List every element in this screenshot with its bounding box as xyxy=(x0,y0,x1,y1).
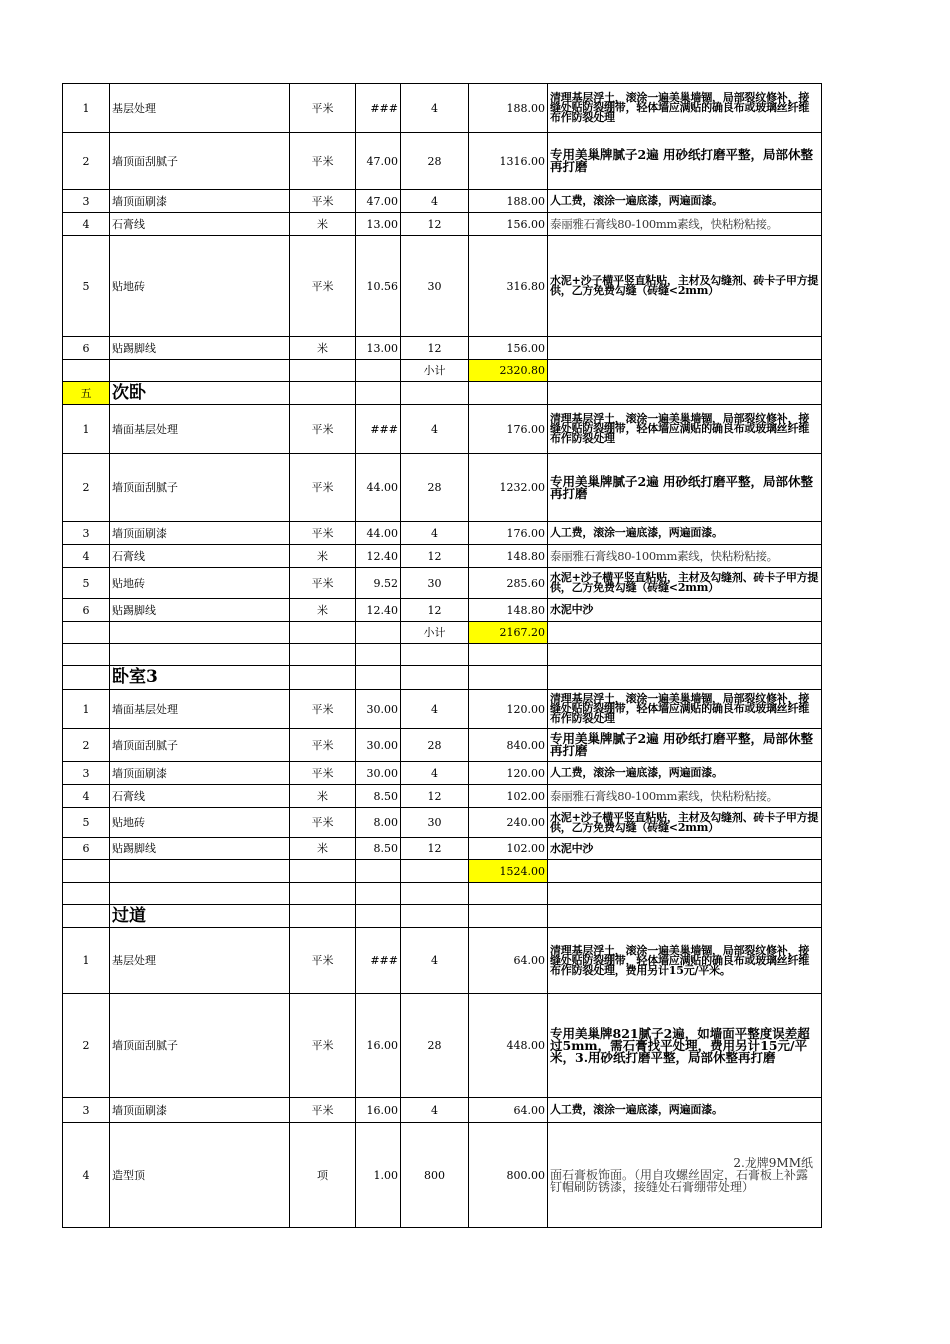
item-qty: ### xyxy=(356,405,401,454)
item-unit: 平米 xyxy=(290,729,356,762)
item-qty: 8.50 xyxy=(356,785,401,808)
table-row xyxy=(63,928,822,994)
item-desc: 人工费，滚涂一遍底漆，两遍面漆。 xyxy=(548,522,822,545)
item-no: 1 xyxy=(63,405,110,454)
item-amount: 148.80 xyxy=(469,599,548,622)
item-desc: 人工费，滚涂一遍底漆，两遍面漆。 xyxy=(548,762,822,785)
item-no: 1 xyxy=(63,690,110,729)
item-price: 28 xyxy=(401,133,469,190)
item-name: 基层处理 xyxy=(110,928,290,994)
item-name: 墙顶面刮腻子 xyxy=(110,454,290,522)
item-qty: 8.50 xyxy=(356,838,401,860)
section-title: 次卧 xyxy=(110,382,290,405)
item-amount: 120.00 xyxy=(469,762,548,785)
item-no: 4 xyxy=(63,785,110,808)
item-no: 5 xyxy=(63,236,110,337)
item-desc: 清理基层浮土，滚涂一遍美巢墙锢，局部裂纹修补，接缝处贴防裂绷带，轻体墙应满贴的确良布或玻璃丝纤维布作防裂处理 xyxy=(548,405,822,454)
table-row xyxy=(63,838,822,860)
item-desc: 专用美巢牌腻子2遍 用砂纸打磨平整，局部休整再打磨 xyxy=(548,729,822,762)
item-desc: 泰丽雅石膏线80-100mm素线，快粘粉粘接。 xyxy=(548,545,822,568)
item-unit: 平米 xyxy=(290,236,356,337)
item-amount: 120.00 xyxy=(469,690,548,729)
item-qty: ### xyxy=(356,84,401,133)
section-title: 过道 xyxy=(110,905,290,928)
item-desc: 人工费，滚涂一遍底漆，两遍面漆。 xyxy=(548,1098,822,1123)
item-no: 3 xyxy=(63,1098,110,1123)
item-price: 12 xyxy=(401,213,469,236)
table-row xyxy=(63,599,822,622)
item-desc xyxy=(548,337,822,360)
table-row xyxy=(63,405,822,454)
item-desc-body: 面石膏板饰面。（用自攻螺丝固定，石膏板上补露钉帽刷防锈漆，接缝处石膏绷带处理） xyxy=(550,1168,809,1194)
item-amount: 176.00 xyxy=(469,405,548,454)
section-number xyxy=(63,905,110,928)
item-unit: 米 xyxy=(290,545,356,568)
item-unit: 平米 xyxy=(290,568,356,599)
table-row xyxy=(63,522,822,545)
item-name: 贴踢脚线 xyxy=(110,337,290,360)
item-name: 墙顶面刮腻子 xyxy=(110,729,290,762)
item-no: 3 xyxy=(63,190,110,213)
empty-row xyxy=(63,883,822,905)
item-desc: 水泥中沙 xyxy=(548,838,822,860)
item-no: 4 xyxy=(63,213,110,236)
item-qty: 47.00 xyxy=(356,190,401,213)
item-amount: 148.80 xyxy=(469,545,548,568)
item-qty: 10.56 xyxy=(356,236,401,337)
item-price: 28 xyxy=(401,994,469,1098)
item-price: 12 xyxy=(401,785,469,808)
table-row xyxy=(63,1098,822,1123)
item-price: 800 xyxy=(401,1123,469,1228)
item-no: 2 xyxy=(63,133,110,190)
item-desc: 专用美巢牌腻子2遍 用砂纸打磨平整，局部休整再打磨 xyxy=(548,133,822,190)
item-price: 30 xyxy=(401,808,469,838)
item-unit: 平米 xyxy=(290,405,356,454)
item-price: 28 xyxy=(401,454,469,522)
item-amount: 156.00 xyxy=(469,213,548,236)
item-qty: 9.52 xyxy=(356,568,401,599)
item-desc-line1: 2.龙牌9MM纸 xyxy=(733,1156,813,1170)
item-desc: 泰丽雅石膏线80-100mm素线，快粘粉粘接。 xyxy=(548,785,822,808)
subtotal-row xyxy=(63,860,822,883)
subtotal-row xyxy=(63,622,822,644)
item-desc: 清理基层浮土，滚涂一遍美巢墙锢，局部裂纹修补，接缝处贴防裂绷带，轻体墙应满贴的确良布或玻璃丝纤维布作防裂处理 xyxy=(548,84,822,133)
item-amount: 316.80 xyxy=(469,236,548,337)
item-price: 12 xyxy=(401,599,469,622)
item-price: 30 xyxy=(401,236,469,337)
section-title: 卧室3 xyxy=(110,666,290,690)
item-unit: 项 xyxy=(290,1123,356,1228)
item-desc: 水泥+沙子横平竖直粘贴，主材及勾缝剂、砖卡子甲方提供，乙方免费勾缝（砖缝<2mm） xyxy=(548,568,822,599)
item-name: 墙面基层处理 xyxy=(110,690,290,729)
item-price: 28 xyxy=(401,729,469,762)
item-amount: 188.00 xyxy=(469,84,548,133)
subtotal-row xyxy=(63,360,822,382)
quote-table xyxy=(62,83,822,1228)
item-qty: 30.00 xyxy=(356,762,401,785)
item-amount: 800.00 xyxy=(469,1123,548,1228)
item-name: 墙顶面刷漆 xyxy=(110,1098,290,1123)
item-unit: 米 xyxy=(290,213,356,236)
section-header xyxy=(63,382,822,405)
item-price: 12 xyxy=(401,545,469,568)
item-amount: 1232.00 xyxy=(469,454,548,522)
item-desc: 水泥+沙子横平竖直粘贴，主材及勾缝剂、砖卡子甲方提供，乙方免费勾缝（砖缝<2mm） xyxy=(548,236,822,337)
item-no: 3 xyxy=(63,522,110,545)
item-no: 4 xyxy=(63,545,110,568)
item-desc: 人工费，滚涂一遍底漆，两遍面漆。 xyxy=(548,190,822,213)
item-qty: 13.00 xyxy=(356,337,401,360)
item-desc: 清理基层浮土，滚涂一遍美巢墙锢，局部裂纹修补，接缝处贴防裂绷带，轻体墙应满贴的确良布或玻璃丝纤维布作防裂处理 xyxy=(548,690,822,729)
table-row xyxy=(63,690,822,729)
item-qty: 12.40 xyxy=(356,599,401,622)
item-amount: 188.00 xyxy=(469,190,548,213)
item-amount: 840.00 xyxy=(469,729,548,762)
item-desc: 专用美巢牌821腻子2遍，如墙面平整度误差超过5mm，需石膏找平处理，费用另计15元/平米，3.用砂纸打磨平整，局部休整再打磨 xyxy=(548,994,822,1098)
item-qty: ### xyxy=(356,928,401,994)
item-name: 墙面基层处理 xyxy=(110,405,290,454)
item-name: 石膏线 xyxy=(110,545,290,568)
item-desc: 专用美巢牌腻子2遍 用砂纸打磨平整，局部休整再打磨 xyxy=(548,454,822,522)
item-no: 1 xyxy=(63,84,110,133)
table-row xyxy=(63,337,822,360)
section-header xyxy=(63,905,822,928)
item-no: 2 xyxy=(63,454,110,522)
item-qty: 47.00 xyxy=(356,133,401,190)
item-name: 基层处理 xyxy=(110,84,290,133)
item-price: 12 xyxy=(401,337,469,360)
item-name: 贴地砖 xyxy=(110,236,290,337)
item-price: 12 xyxy=(401,838,469,860)
item-amount: 64.00 xyxy=(469,928,548,994)
item-no: 2 xyxy=(63,729,110,762)
item-price: 4 xyxy=(401,762,469,785)
item-desc xyxy=(548,1123,822,1228)
item-desc: 水泥+沙子横平竖直粘贴，主材及勾缝剂、砖卡子甲方提供，乙方免费勾缝（砖缝<2mm） xyxy=(548,808,822,838)
item-amount: 240.00 xyxy=(469,808,548,838)
item-qty: 16.00 xyxy=(356,994,401,1098)
item-unit: 平米 xyxy=(290,762,356,785)
table-row xyxy=(63,133,822,190)
item-amount: 448.00 xyxy=(469,994,548,1098)
item-name: 石膏线 xyxy=(110,213,290,236)
item-name: 贴踢脚线 xyxy=(110,838,290,860)
item-name: 石膏线 xyxy=(110,785,290,808)
table-row xyxy=(63,994,822,1098)
table-row xyxy=(63,545,822,568)
item-price: 4 xyxy=(401,928,469,994)
item-price: 30 xyxy=(401,568,469,599)
item-qty: 1.00 xyxy=(356,1123,401,1228)
item-unit: 平米 xyxy=(290,928,356,994)
item-no: 6 xyxy=(63,838,110,860)
item-qty: 30.00 xyxy=(356,690,401,729)
item-price: 4 xyxy=(401,190,469,213)
table-row xyxy=(63,785,822,808)
item-price: 4 xyxy=(401,522,469,545)
table-row xyxy=(63,808,822,838)
table-row xyxy=(63,236,822,337)
item-no: 6 xyxy=(63,337,110,360)
item-unit: 平米 xyxy=(290,454,356,522)
item-price: 4 xyxy=(401,690,469,729)
item-qty: 16.00 xyxy=(356,1098,401,1123)
table-row xyxy=(63,213,822,236)
item-unit: 平米 xyxy=(290,133,356,190)
item-amount: 64.00 xyxy=(469,1098,548,1123)
item-no: 6 xyxy=(63,599,110,622)
table-row xyxy=(63,84,822,133)
item-price: 4 xyxy=(401,84,469,133)
item-amount: 285.60 xyxy=(469,568,548,599)
item-unit: 平米 xyxy=(290,690,356,729)
item-unit: 平米 xyxy=(290,522,356,545)
item-desc: 泰丽雅石膏线80-100mm素线，快粘粉粘接。 xyxy=(548,213,822,236)
item-unit: 米 xyxy=(290,785,356,808)
subtotal-label: 小计 xyxy=(401,360,469,382)
table-row xyxy=(63,762,822,785)
item-unit: 平米 xyxy=(290,190,356,213)
item-name: 贴地砖 xyxy=(110,568,290,599)
item-no: 4 xyxy=(63,1123,110,1228)
item-qty: 8.00 xyxy=(356,808,401,838)
item-price: 4 xyxy=(401,405,469,454)
subtotal-value: 2167.20 xyxy=(469,622,548,644)
item-name: 墙顶面刷漆 xyxy=(110,762,290,785)
item-amount: 176.00 xyxy=(469,522,548,545)
item-amount: 102.00 xyxy=(469,838,548,860)
item-amount: 1316.00 xyxy=(469,133,548,190)
item-qty: 44.00 xyxy=(356,522,401,545)
table-row xyxy=(63,1123,822,1228)
item-no: 5 xyxy=(63,568,110,599)
item-unit: 平米 xyxy=(290,1098,356,1123)
item-qty: 13.00 xyxy=(356,213,401,236)
item-no: 5 xyxy=(63,808,110,838)
item-price: 4 xyxy=(401,1098,469,1123)
subtotal-label xyxy=(401,860,469,883)
empty-row xyxy=(63,644,822,666)
item-desc: 水泥中沙 xyxy=(548,599,822,622)
item-name: 墙顶面刮腻子 xyxy=(110,133,290,190)
item-unit: 米 xyxy=(290,337,356,360)
item-unit: 米 xyxy=(290,599,356,622)
item-no: 1 xyxy=(63,928,110,994)
item-unit: 米 xyxy=(290,838,356,860)
item-name: 墙顶面刷漆 xyxy=(110,522,290,545)
item-no: 3 xyxy=(63,762,110,785)
table-row xyxy=(63,568,822,599)
item-name: 贴踢脚线 xyxy=(110,599,290,622)
subtotal-value: 2320.80 xyxy=(469,360,548,382)
section-number xyxy=(63,666,110,690)
section-header xyxy=(63,666,822,690)
item-name: 墙顶面刮腻子 xyxy=(110,994,290,1098)
table-row xyxy=(63,190,822,213)
section-number: 五 xyxy=(63,382,110,405)
item-unit: 平米 xyxy=(290,84,356,133)
item-name: 墙顶面刷漆 xyxy=(110,190,290,213)
table-row xyxy=(63,729,822,762)
subtotal-value: 1524.00 xyxy=(469,860,548,883)
item-qty: 44.00 xyxy=(356,454,401,522)
item-name: 造型顶 xyxy=(110,1123,290,1228)
item-no: 2 xyxy=(63,994,110,1098)
item-qty: 12.40 xyxy=(356,545,401,568)
item-name: 贴地砖 xyxy=(110,808,290,838)
item-amount: 156.00 xyxy=(469,337,548,360)
item-unit: 平米 xyxy=(290,808,356,838)
subtotal-label: 小计 xyxy=(401,622,469,644)
table-row xyxy=(63,454,822,522)
item-unit: 平米 xyxy=(290,994,356,1098)
item-amount: 102.00 xyxy=(469,785,548,808)
item-qty: 30.00 xyxy=(356,729,401,762)
item-desc: 清理基层浮土，滚涂一遍美巢墙锢，局部裂纹修补，接缝处贴防裂绷带，轻体墙应满贴的确良布或玻璃丝纤维布作防裂处理，费用另计15元/平米。 xyxy=(548,928,822,994)
